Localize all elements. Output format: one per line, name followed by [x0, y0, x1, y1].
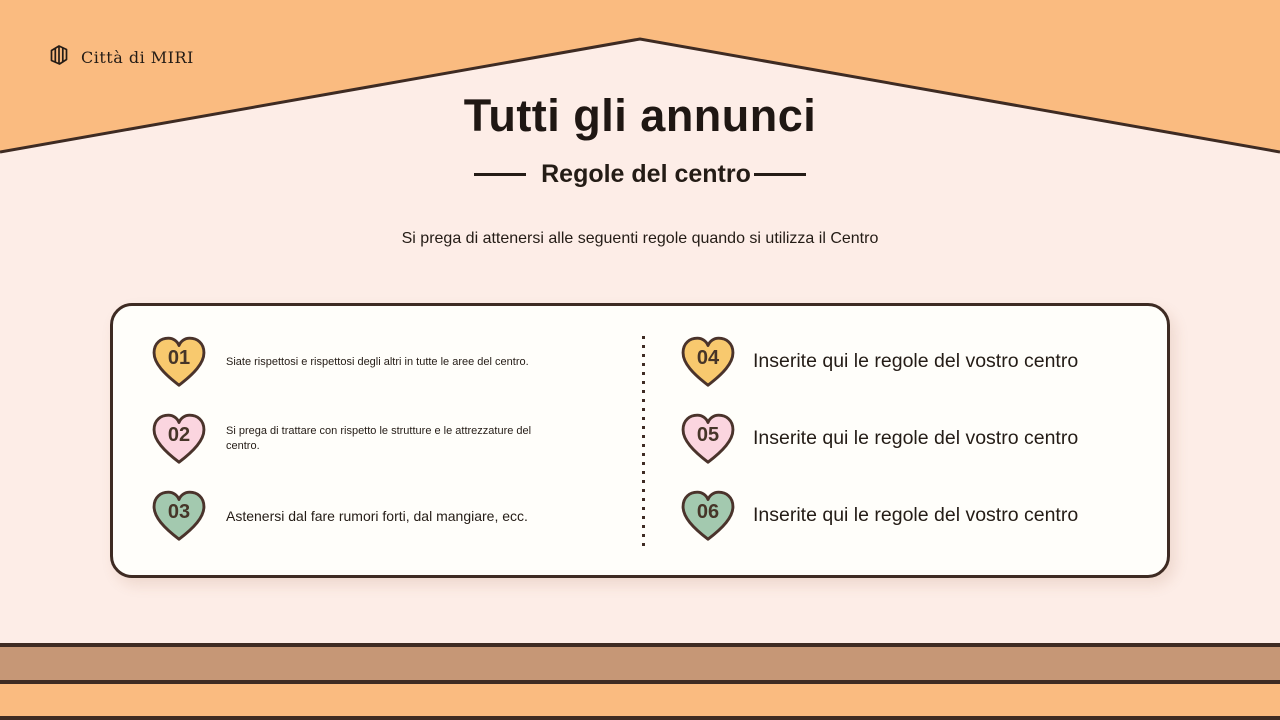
subtitle-text: Regole del centro [541, 160, 751, 188]
rule-text: Siate rispettosi e rispettosi degli altri in tutte le aree del centro. [226, 355, 529, 368]
logo [46, 42, 194, 73]
heart-icon-01 [150, 334, 208, 390]
rule-text: Astenersi dal fare rumori forti, dal mangiare, ecc. [226, 507, 528, 524]
rule-text-placeholder: Inserite qui le regole del vostro centro [753, 350, 1079, 373]
rule-number: 04 [696, 347, 720, 370]
subtitle-dash-right [754, 173, 806, 176]
rule-number: 06 [696, 501, 720, 524]
bottom-stripe-tan [0, 647, 1280, 680]
heart-icon-03 [150, 488, 208, 544]
rule-number: 02 [167, 424, 191, 447]
heart-icon-06 [679, 488, 737, 544]
rule-number: 01 [167, 347, 191, 370]
rule-text-placeholder: Inserite qui le regole del vostro centro [753, 427, 1079, 450]
subtitle [0, 160, 1280, 189]
rule-item-06 [679, 488, 1085, 544]
rule-text: Si prega di trattare con rispetto le strutture e le attrezzature del centro. [226, 425, 532, 452]
rule-item-02 [150, 411, 566, 467]
rule-text-placeholder: Inserite qui le regole del vostro centro [753, 504, 1079, 527]
dotted-divider [642, 336, 645, 552]
rules-card [110, 303, 1170, 578]
heart-icon-04 [679, 334, 737, 390]
rule-item-01 [150, 334, 566, 390]
rule-item-04 [679, 334, 1085, 390]
rule-number: 03 [167, 501, 191, 524]
books-icon [46, 42, 72, 73]
rule-item-05 [679, 411, 1085, 467]
bottom-stripe-orange [0, 684, 1280, 716]
rule-item-03 [150, 488, 566, 544]
intro-text: Si prega di attenersi alle seguenti regole quando si utilizza il Centro [401, 230, 879, 247]
bottom-border-line-3 [0, 716, 1280, 720]
logo-text: Città di MIRI [81, 48, 194, 67]
page-title: Tutti gli annunci [463, 90, 817, 141]
rule-number: 05 [696, 424, 720, 447]
heart-icon-02 [150, 411, 208, 467]
subtitle-dash-left [474, 173, 526, 176]
heart-icon-05 [679, 411, 737, 467]
